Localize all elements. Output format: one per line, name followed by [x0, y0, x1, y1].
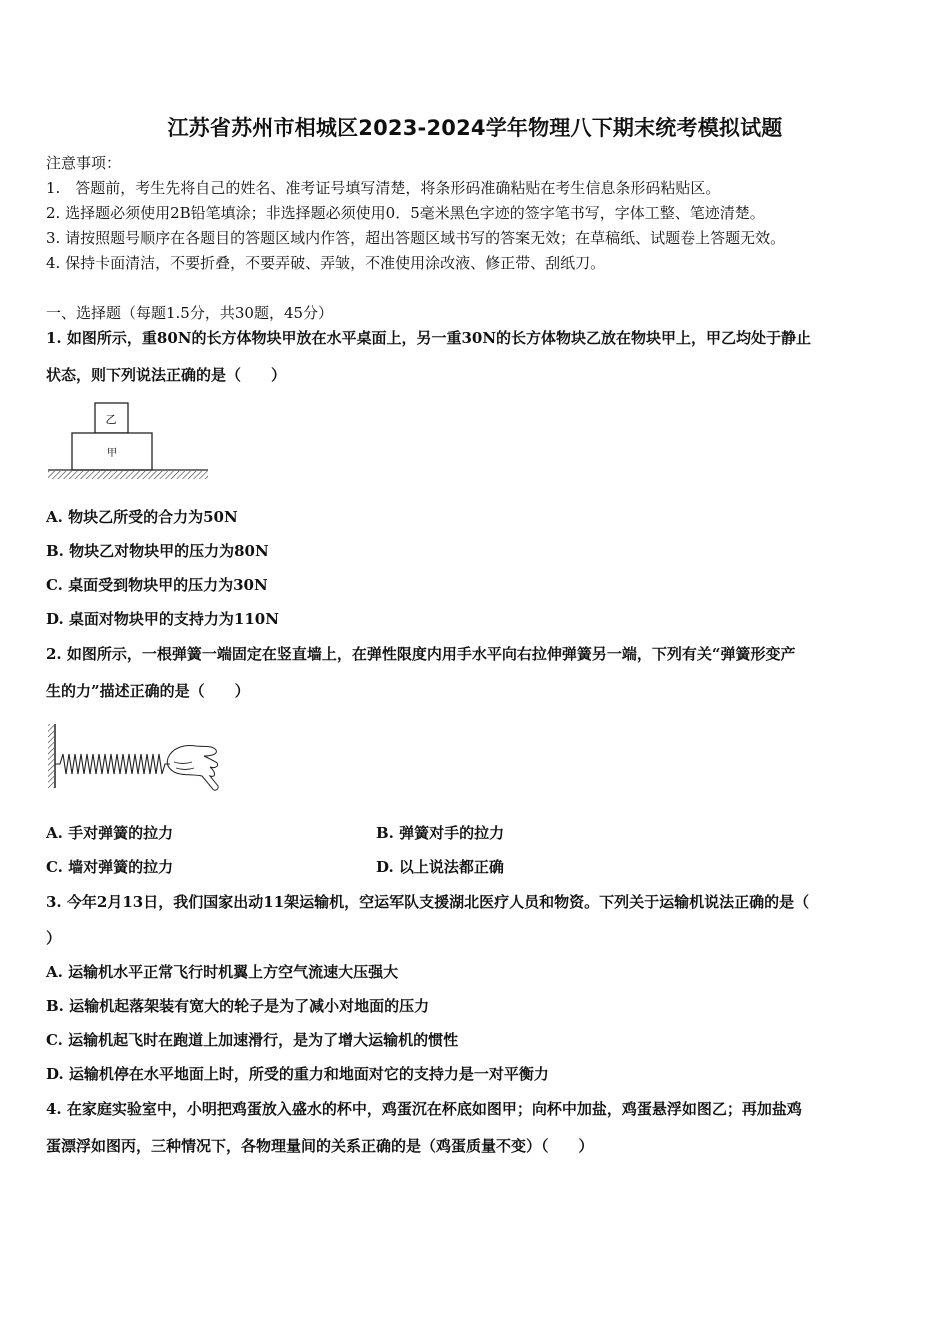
notice-heading: 注意事项：	[46, 154, 122, 172]
q2-spring-figure	[44, 718, 228, 798]
notice-item-4: 4. 保持卡面清洁，不要折叠，不要弄破、弄皱，不准使用涂改液、修正带、刮纸刀。	[46, 254, 606, 272]
q4-stem-line1: 4. 在家庭实验室中，小明把鸡蛋放入盛水的杯中，鸡蛋沉在杯底如图甲；向杯中加盐，鸡蛋悬浮如图乙；再加盐鸡	[46, 1100, 802, 1118]
spring	[55, 754, 170, 774]
q3-option-d: D. 运输机停在水平地面上时，所受的重力和地面对它的支持力是一对平衡力	[46, 1065, 549, 1083]
q1-option-d: D. 桌面对物块甲的支持力为110N	[46, 610, 279, 628]
q2-option-b: B. 弹簧对手的拉力	[376, 824, 505, 842]
notice-item-1: 1. 答题前，考生先将自己的姓名、准考证号填写清楚，将条形码准确粘贴在考生信息条形码粘贴区。	[46, 179, 721, 197]
q2-option-d: D. 以上说法都正确	[376, 858, 504, 876]
q1-option-c: C. 桌面受到物块甲的压力为30N	[46, 576, 268, 594]
page-title: 江苏省苏州市相城区2023-2024学年物理八下期末统考模拟试题	[167, 116, 783, 140]
q1-stem-line2: 状态，则下列说法正确的是（ ）	[46, 366, 287, 384]
notice-item-2: 2. 选择题必须使用2B铅笔填涂；非选择题必须使用0．5毫米黑色字迹的签字笔书写，字体工整、笔迹清楚。	[46, 204, 765, 222]
q3-stem-line1: 3. 今年2月13日，我们国家出动11架运输机，空运军队支援湖北医疗人员和物资。下列关于运输机说法正确的是（	[46, 893, 810, 911]
notice-item-3: 3. 请按照题号顺序在各题目的答题区域内作答，超出答题区域书写的答案无效；在草稿纸、试题卷上答题无效。	[46, 229, 786, 247]
q3-option-b: B. 运输机起落架装有宽大的轮子是为了减小对地面的压力	[46, 997, 430, 1015]
q1-option-a: A. 物块乙所受的合力为50N	[46, 508, 238, 526]
q3-option-a: A. 运输机水平正常飞行时机翼上方空气流速大压强大	[46, 963, 399, 981]
section-heading: 一、选择题（每题1.5分，共30题，45分）	[46, 304, 334, 322]
q2-option-a: A. 手对弹簧的拉力	[46, 824, 174, 842]
q4-stem-line2: 蛋漂浮如图丙，三种情况下，各物理量间的关系正确的是（鸡蛋质量不变）（ ）	[46, 1137, 594, 1155]
q1-blocks-figure	[46, 400, 212, 486]
q2-stem-line2: 生的力”描述正确的是（ ）	[46, 682, 250, 700]
q2-stem-line1: 2. 如图所示，一根弹簧一端固定在竖直墙上，在弹性限度内用手水平向右拉伸弹簧另一端，下列有关“弹簧形变产	[46, 645, 796, 663]
q2-option-c: C. 墙对弹簧的拉力	[46, 858, 174, 876]
block-yi-label: 乙	[105, 413, 117, 426]
q1-stem-line1: 1. 如图所示，重80N的长方体物块甲放在水平桌面上，另一重30N的长方体物块乙放在物块甲上，甲乙均处于静止	[46, 329, 812, 347]
q3-stem-line2: ）	[46, 929, 62, 947]
hand	[167, 746, 218, 791]
q3-option-c: C. 运输机起飞时在跑道上加速滑行，是为了增大运输机的惯性	[46, 1031, 459, 1049]
wall-hatch	[48, 724, 54, 788]
q1-option-b: B. 物块乙对物块甲的压力为80N	[46, 542, 269, 560]
table-hatch	[48, 471, 208, 479]
block-jia-label: 甲	[107, 448, 117, 459]
